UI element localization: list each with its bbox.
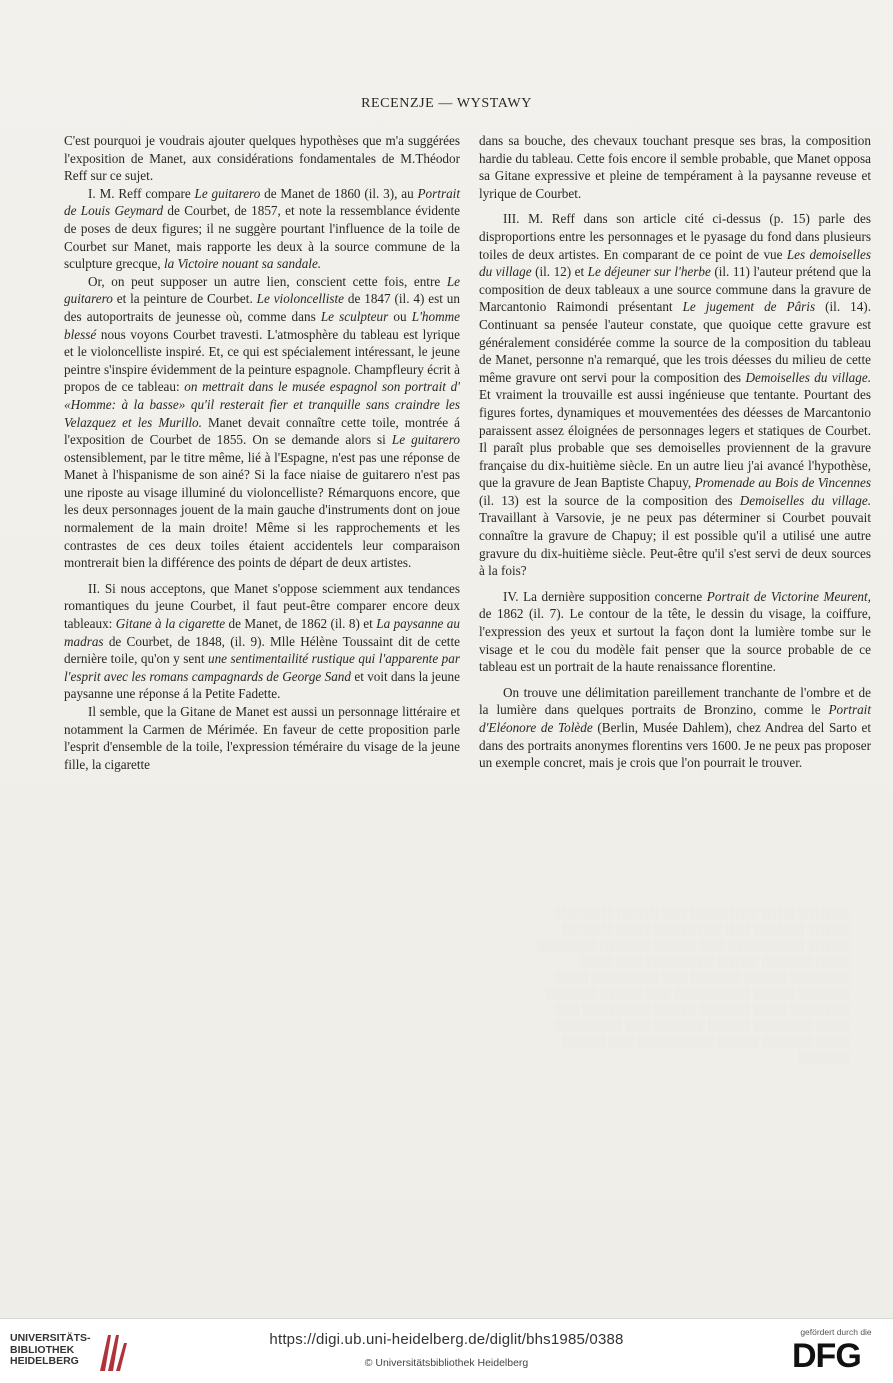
paragraph-bronzino: On trouve une délimitation pareillement tranchante de l'ombre et de la lumière dans quelques portraits de Bronzino, comme le Portrait d'Eléonore de Tolède (Berlin, Musée Dahlem), chez Andrea del Sarto et dans des portraits anonymes florentins vers 1600. Je ne peux pas proposer un exemple concret, mais je crois que l'on pourrait le trouver.: [479, 684, 871, 771]
running-header: RECENZJE — WYSTAWY: [361, 96, 532, 111]
left-column: [64, 132, 460, 773]
funded-by-label: gefördert durch die: [800, 1327, 872, 1337]
paragraph-section-4: IV. La dernière supposition concerne Portrait de Victorine Meurent, de 1862 (il. 7). Le contour de la tête, le dessin du visage, la coiffure, l'expression des yeux et surtout la façon dont la lumière tombe sur le visage et le cou du modèle fait penser que la source probable de ce tableau est un portrait de la haute renaissance florentine.: [479, 588, 871, 675]
paragraph-intro: C'est pourquoi je voudrais ajouter quelques hypothèses que m'a suggérées l'exposition de Manet, aux considérations fondamentales de M.Théodor Reff sur ce sujet.: [64, 133, 460, 184]
paragraph-section-1: I. M. Reff compare Le guitarero de Manet de 1860 (il. 3), au Portrait de Louis Geymard de Courbet, de 1857, et note la ressemblance évidente de poses de deux figures; il ne suggère pourtant l'influence de la toile de Courbet sur Manet, mais rapporte les deux à la source commune de la sculpture grecque, la Victoire nouant sa sandale.: [64, 185, 460, 272]
copyright-notice: © Universitätsbibliothek Heidelberg: [364, 1357, 529, 1369]
paragraph-violoncelliste: Or, on peut supposer un autre lien, conscient cette fois, entre Le guitarero et la peinture de Courbet. Le violoncelliste de 1847 (il. 4) est un des autoportraits de jeunesse où, comme dans Le sculpteur ou L'homme blessé nous voyons Courbet travesti. L'atmosphère du tableau est lyrique et le violoncelliste inspiré. Et, ce qui est spécialement intéressant, le jeune peintre s'inspire évidemment de la peinture espagnole. Champfleury écrit à propos de ce tableau: on mettrait dans le musée espagnol son portrait d' «Homme: à la basse» qu'il resterait fier et tranquille sans craindre les Velazquez et les Murillo. Manet devait connaître cette toile, montrée á l'exposition de Courbet de 1855. On se demande alors si Le guitarero ostensiblement, par le titre même, lié à l'Espagne, n'est pas une réponse de Manet à l'hispanisme de son ainé? Si la face niaise de guitarero n'est pas une riposte au visage illuminé du violoncelliste? Rémarquons encore, que les deux personnages jouent de la main gauche d'instruments dont on joue normalement de la main droite! Même si les rapprochements et les contrastes de ces deux toiles étaient accidentels leur comparaison montrerait bien la différence des points de départ de deux artistes.: [64, 273, 461, 571]
dfg-wordmark: DFG: [792, 1337, 861, 1375]
footer-bar: [0, 1318, 893, 1383]
paragraph-continuation: dans sa bouche, des chevaux touchant presque ses bras, la composition hardie du tableau. Cette fois encore il semble probable, que Manet opposa sa Gitane expressive et pleine de tempérament à la paysanne reveuse et lyrique de Courbet.: [479, 133, 871, 201]
permalink-url[interactable]: https://digi.ub.uni-heidelberg.de/diglit/bhs1985/0388: [269, 1331, 624, 1348]
logo-wordmark: UNIVERSITÄTS- BIBLIOTHEK HEIDELBERG: [10, 1332, 91, 1367]
paragraph-gitane: Il semble, que la Gitane de Manet est aussi un personnage littéraire et notamment la Carmen de Mérimée. En faveur de cette proposition parle l'esprit d'ensemble de la toile, l'expression téméraire du visage de la jeune fille, la cigarette: [64, 704, 460, 772]
paragraph-section-2: II. Si nous acceptons, que Manet s'oppose sciemment aux tendances romantiques du jeune Courbet, il faut peut-être comparer encore deux tableaux: Gitane à la cigarette de Manet, de 1862 (il. 8) et La paysanne au madras de Courbet, de 1848, (il. 9). Mlle Hélène Toussaint dit de cette dernière toile, qu'on y sent une sentimentailité rustique qui l'apparente par l'esprit avec les romans campagnards de George Sand et voit dans la jeune paysanne une réponse á la Petite Fadette.: [64, 580, 460, 702]
show-through-texture: ░░░░░░ ░░░░ ░░░░░░░░ ░░░ ░░░░░ ░░░░░░░ ░░░░░ ░░░░░░ ░░░ ░░░░░░░░ ░░░░ ░░░░░░ ░░░░░ ░░░░░░░░░ ░░░ ░░░░░ ░░░░░░ ░░░░░░░ ░░░░ ░░░░░░ ░░░░░ ░░░░░░░░ ░░░ ░░░░ ░░░░░░░ ░░░░░ ░░░░░░ ░░░ ░░░░░░░░ ░░░░ ░░░░░░ ░░░░░ ░░░░░░░░░ ░░░ ░░░░░ ░░░░░░ ░░░░░░░ ░░░░ ░░░░░░ ░░░░░ ░░░░░░░░ ░░░ ░░░░ ░░░░░░░ ░░░░░ ░░░░░░ ░░░ ░░░░░░░░ ░░░░ ░░░░░░ ░░░░░ ░░░░░░░░░ ░░░ ░░░░░ ░░░░░░: [537, 906, 850, 1064]
right-column: [479, 132, 871, 772]
dfg-logo[interactable]: [790, 1327, 882, 1379]
paragraph-section-3: III. M. Reff dans son article cité ci-dessus (p. 15) parle des disproportions entre les personnages et le pyasage du fond dans plusieurs toiles de deux artistes. En comparant de ce point de vue Les demoiselles du village (il. 12) et Le déjeuner sur l'herbe (il. 11) l'auteur prétend que la composition de deux tableaux a une source commune dans la gravure de Marcantonio Raimondi présentant Le jugement de Pâris (il. 14). Continuant sa pensée l'auteur constate, que quoique cette gravure est généralement considérée comme la source de la composition du tableau de Manet, personne n'a remarqué, que les trois déesses du milieu de cette même gravure ont servi pour la composition des Demoiselles du village. Et vraiment la trouvaille est aussi ingénieuse que tentante. Pourtant des figures fortes, dynamiques et mouvementées des déesses de Marcantonio paraissent assez éloignées de personnages legers et statiques de Courbet. Il paraît plus probable que ses demoiselles proviennent de la gravure française du dix-huitième siècle. En un autre lieu j'ai avancé l'hypothèse, que la gravure de Jean Baptiste Chapuy, Promenade au Bois de Vincennes (il. 13) est la source de la composition des Demoiselles du village. Travaillant à Varsovie, je ne peux pas déterminer si Courbet pouvait connaître la gravure de Chapuy; il est possible qu'il a utilisé une autre gravure du dix-huitième siècle. Peut-être qu'il s'est servi de deux sources à la fois?: [479, 211, 872, 579]
